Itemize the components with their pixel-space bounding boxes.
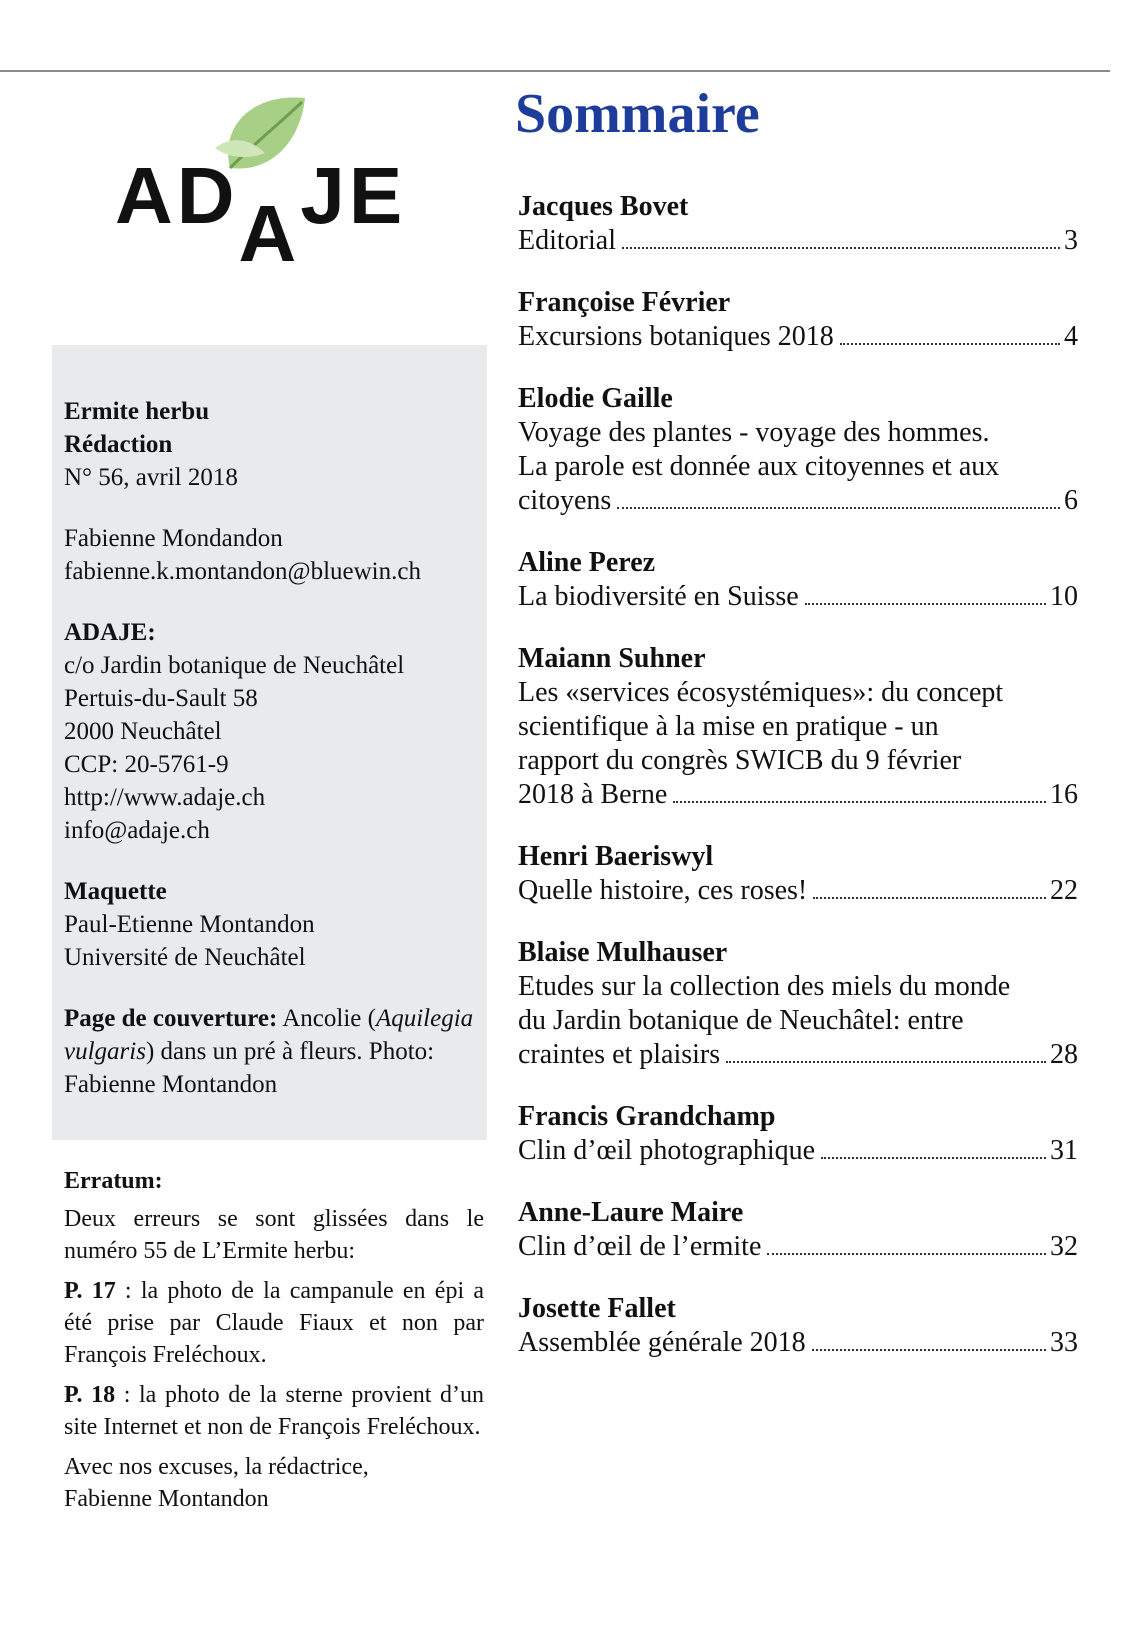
- org-line: c/o Jardin botanique de Neuchâtel: [64, 652, 405, 679]
- toc-author: Françoise Février: [518, 287, 731, 318]
- toc-title-text: Clin d’œil de l’ermite: [518, 1231, 762, 1262]
- erratum-text: : la photo de la sterne provient d’un site Internet et non de François Freléchoux.: [64, 1382, 484, 1440]
- toc-leader-dots: [813, 897, 1046, 899]
- toc-author: Jacques Bovet: [518, 191, 689, 222]
- toc-page-number: 22: [1050, 875, 1078, 906]
- toc-page-number: 6: [1064, 485, 1078, 516]
- cover-block: [64, 1002, 484, 1101]
- toc-entry[interactable]: [518, 190, 1078, 258]
- toc-title: [518, 320, 1078, 354]
- toc-entry[interactable]: [518, 382, 1078, 518]
- table-of-contents: [518, 190, 1078, 1388]
- toc-title-last-line: [518, 1134, 1078, 1168]
- toc-author: Aline Perez: [518, 547, 656, 578]
- toc-entry[interactable]: [518, 642, 1078, 812]
- erratum-signature: Fabienne Montandon: [64, 1486, 269, 1512]
- toc-title-text: Quelle histoire, ces roses!: [518, 875, 808, 906]
- toc-title-text: Clin d’œil photographique: [518, 1135, 816, 1166]
- toc-entry[interactable]: [518, 936, 1078, 1072]
- cover-label: Page de couverture:: [64, 1005, 278, 1032]
- erratum-intro: Deux erreurs se sont glissées dans le numéro 55 de L’Ermite herbu:: [64, 1206, 484, 1264]
- toc-title: [518, 970, 1078, 1072]
- layout-line: Université de Neuchâtel: [64, 944, 306, 971]
- toc-author: Elodie Gaille: [518, 383, 673, 414]
- layout-block: [64, 875, 484, 974]
- toc-author: Francis Grandchamp: [518, 1101, 776, 1132]
- toc-title-last-line: [518, 778, 1078, 812]
- toc-title: [518, 416, 1078, 518]
- toc-leader-dots: [767, 1253, 1046, 1255]
- toc-title-text: citoyens: [518, 485, 612, 516]
- journal-block: [64, 395, 484, 494]
- toc-leader-dots: [622, 247, 1060, 249]
- toc-entry[interactable]: [518, 840, 1078, 908]
- toc-leader-dots: [812, 1349, 1046, 1351]
- toc-page-number: 16: [1050, 779, 1078, 810]
- toc-title: [518, 1230, 1078, 1264]
- toc-entry[interactable]: [518, 546, 1078, 614]
- toc-title-last-line: [518, 320, 1078, 354]
- toc-title-last-line: [518, 1230, 1078, 1264]
- toc-title-last-line: [518, 1038, 1078, 1072]
- toc-page-number: 33: [1050, 1327, 1078, 1358]
- toc-author: Josette Fallet: [518, 1293, 676, 1324]
- org-line: CCP: 20-5761-9: [64, 751, 229, 778]
- toc-title-text: La biodiversité en Suisse: [518, 581, 799, 612]
- org-label: ADAJE:: [64, 619, 156, 646]
- issue-info: N° 56, avril 2018: [64, 464, 238, 491]
- toc-title-line: Voyage des plantes - voyage des hommes.: [518, 417, 990, 448]
- erratum-item: [64, 1275, 484, 1371]
- top-rule: [0, 70, 1110, 72]
- toc-page-number: 3: [1064, 225, 1078, 256]
- erratum-title: Erratum:: [64, 1168, 163, 1194]
- toc-title: [518, 224, 1078, 258]
- toc-title-line: Les «services écosystémiques»: du concept: [518, 677, 1004, 708]
- toc-page-number: 32: [1050, 1231, 1078, 1262]
- toc-title-text: Assemblée générale 2018: [518, 1327, 806, 1358]
- logo-text-end: JE: [300, 151, 407, 240]
- toc-title-last-line: [518, 874, 1078, 908]
- toc-author: Anne-Laure Maire: [518, 1197, 744, 1228]
- cover-species: Aquilegia vulgaris: [64, 1005, 474, 1065]
- toc-author: Henri Baeriswyl: [518, 841, 714, 872]
- toc-title-last-line: [518, 580, 1078, 614]
- org-website[interactable]: http://www.adaje.ch: [64, 784, 266, 811]
- toc-title: [518, 676, 1078, 812]
- erratum: [64, 1165, 484, 1515]
- toc-page-number: 31: [1050, 1135, 1078, 1166]
- toc-title-last-line: [518, 1326, 1078, 1360]
- cover-text-a: Ancolie (: [277, 1005, 376, 1032]
- toc-page-number: 28: [1050, 1039, 1078, 1070]
- cover-text-b: ) dans un pré à fleurs. Photo: Fabienne Montandon: [64, 1038, 435, 1098]
- toc-leader-dots: [726, 1061, 1046, 1063]
- toc-title-line: scientifique à la mise en pratique - un: [518, 711, 939, 742]
- toc-page-number: 10: [1050, 581, 1078, 612]
- layout-line: Paul-Etienne Montandon: [64, 911, 315, 938]
- toc-title-text: 2018 à Berne: [518, 779, 668, 810]
- toc-title: [518, 580, 1078, 614]
- toc-leader-dots: [617, 507, 1060, 509]
- org-block: [64, 616, 484, 847]
- org-line: Pertuis-du-Sault 58: [64, 685, 258, 712]
- erratum-item: [64, 1379, 484, 1443]
- journal-name: Ermite herbu: [64, 398, 210, 425]
- logo-text-main: AD: [115, 151, 239, 240]
- toc-entry[interactable]: [518, 1292, 1078, 1360]
- toc-leader-dots: [840, 343, 1060, 345]
- editor-email[interactable]: fabienne.k.montandon@bluewin.ch: [64, 558, 421, 585]
- org-line: 2000 Neuchâtel: [64, 718, 222, 745]
- toc-entry[interactable]: [518, 1196, 1078, 1264]
- toc-author: Maiann Suhner: [518, 643, 706, 674]
- toc-title: [518, 874, 1078, 908]
- erratum-ref: P. 18: [64, 1382, 116, 1408]
- editor-block: [64, 522, 484, 588]
- toc-title-last-line: [518, 484, 1078, 518]
- toc-page-number: 4: [1064, 321, 1078, 352]
- toc-title: [518, 1326, 1078, 1360]
- toc-title-line: du Jardin botanique de Neuchâtel: entre: [518, 1005, 964, 1036]
- logo-wordmark: [115, 150, 407, 278]
- toc-title-last-line: [518, 224, 1078, 258]
- adaje-logo: [115, 88, 405, 288]
- toc-entry[interactable]: [518, 286, 1078, 354]
- toc-author: Blaise Mulhauser: [518, 937, 728, 968]
- logo-text-sub: A: [238, 189, 301, 278]
- toc-leader-dots: [673, 801, 1046, 803]
- org-email[interactable]: info@adaje.ch: [64, 817, 210, 844]
- toc-leader-dots: [805, 603, 1046, 605]
- info-text: [64, 395, 484, 1129]
- toc-title-line: Etudes sur la collection des miels du monde: [518, 971, 1011, 1002]
- erratum-closing: Avec nos excuses, la rédactrice,: [64, 1454, 369, 1480]
- sommaire-title: Sommaire: [515, 83, 760, 145]
- erratum-text: : la photo de la campanule en épi a été prise par Claude Fiaux et non par François Freléchoux.: [64, 1278, 484, 1368]
- editor-name: Fabienne Mondandon: [64, 525, 283, 552]
- toc-entry[interactable]: [518, 1100, 1078, 1168]
- redaction-label: Rédaction: [64, 431, 173, 458]
- toc-title-text: craintes et plaisirs: [518, 1039, 721, 1070]
- erratum-ref: P. 17: [64, 1278, 116, 1304]
- toc-title: [518, 1134, 1078, 1168]
- toc-leader-dots: [821, 1157, 1046, 1159]
- layout-label: Maquette: [64, 878, 167, 905]
- toc-title-text: Excursions botaniques 2018: [518, 321, 834, 352]
- toc-title-line: La parole est donnée aux citoyennes et aux: [518, 451, 1000, 482]
- toc-title-line: rapport du congrès SWICB du 9 février: [518, 745, 962, 776]
- toc-title-text: Editorial: [518, 225, 616, 256]
